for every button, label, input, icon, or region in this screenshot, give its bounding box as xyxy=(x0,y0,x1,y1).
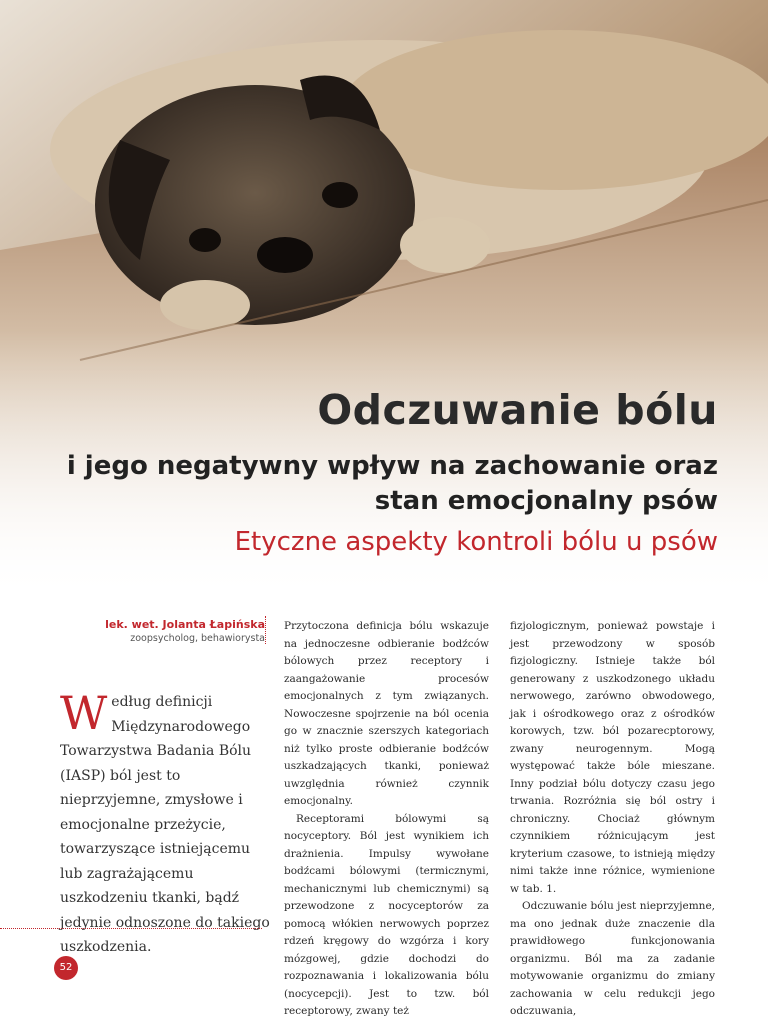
page-number: 52 xyxy=(54,956,78,980)
body-column-2 xyxy=(510,618,715,1021)
article-title xyxy=(317,382,718,438)
lead-divider xyxy=(0,928,262,929)
author-block xyxy=(60,618,265,644)
author-name: lek. wet. Jolanta Łapińska xyxy=(105,618,265,631)
body-paragraph: Odczuwanie bólu jest nieprzyjemne, ma ono jednak duże znaczenie dla prawidłowego funkcjonowania organizmu. Ból ma za zadanie motywowanie organizmu do zmiany zachowania w celu redukcji jego odczuwania, xyxy=(510,900,715,1017)
lead-text: edług definicji Międzynarodowego Towarzystwa Badania Bólu (IASP) ból jest to nieprzyjemne, zmysłowe i emocjonalne przeżycie, towarzyszące istniejącemu lub zagrażającemu uszkodzeniu tkanki, bądź jedynie odnoszone do takiego uszkodzenia. xyxy=(60,694,270,955)
title-subtitle: i jego negatywny wpływ na zachowanie oraz stan emocjonalny psów xyxy=(66,451,718,516)
dropcap: W xyxy=(60,686,108,740)
title-tagline: Etyczne aspekty kontroli bólu u psów xyxy=(234,527,718,557)
author-divider xyxy=(265,616,266,644)
author-role: zoopsycholog, behawiorysta xyxy=(130,633,265,644)
body-paragraph: Przytoczona definicja bólu wskazuje na jednoczesne odbieranie bodźców bólowych przez receptory i zaangażowanie procesów emocjonalnych z tym związanych. Nowoczesne spojrzenie na ból ocenia go w znacznie szerszych kategoriach niż tylko proste odbieranie bodźców uszkadzających tkanki, ponieważ uwzględnia również czynnik emocjonalny. xyxy=(284,620,489,807)
lead-paragraph xyxy=(60,686,270,960)
body-paragraph: Receptorami bólowymi są nocyceptory. Ból jest wynikiem ich drażnienia. Impulsy wywołane bodźcami bólowymi (termicznymi, mechanicznymi lub chemicznymi) są przewodzone z nocyceptorów za pomocą włókien nerwowych poprzez rdzeń kręgowy do wzgórza i kory mózgowej, gdzie dochodzi do rozpoznawania i lokalizowania bólu (nocycepcji). Jest to tzw. ból receptorowy, zwany też xyxy=(284,812,489,1017)
title-main: Odczuwanie bólu xyxy=(317,386,718,434)
body-column-1 xyxy=(284,618,489,1021)
body-paragraph: fizjologicznym, ponieważ powstaje i jest przewodzony w sposób fizjologiczny. Istnieje także ból generowany z uszkodzonego układu nerwowego, zarówno obwodowego, jak i ośrodkowego oraz z ośrodków korowych, tzw. ból pozarecptorowy, zwany neurogennym. Mogą występować także bóle mieszane. Inny podział bólu dotyczy czasu jego trwania. Rozróżnia się ból ostry i chroniczny. Chociaż głównym czynnikiem różnicującym jest kryterium czasowe, to istnieją między nimi także inne różnice, wymienione w tab. 1. xyxy=(510,620,715,895)
